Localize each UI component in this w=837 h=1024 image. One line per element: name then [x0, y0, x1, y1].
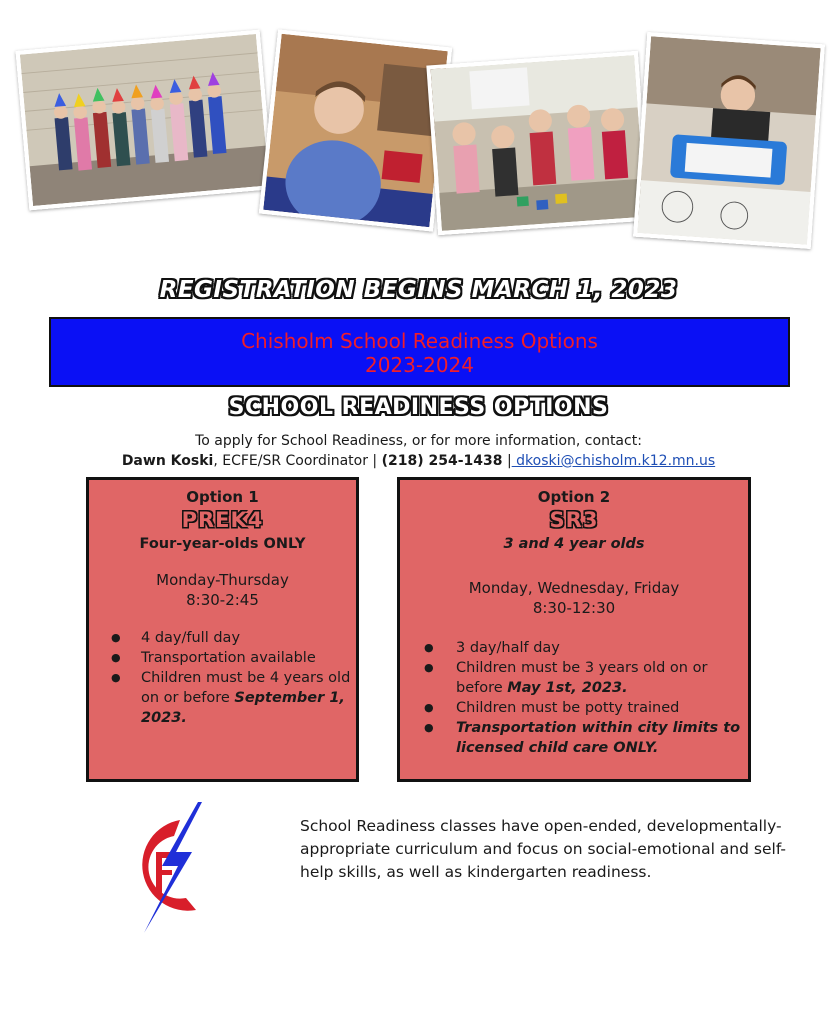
photo-child-painting	[633, 32, 825, 249]
option-number: Option 1	[186, 488, 259, 506]
photo-children-toys	[426, 51, 649, 235]
program-hours: 8:30-12:30	[532, 599, 616, 617]
photo-child-classroom	[259, 29, 452, 231]
list-item: ● Transportation within city limits to licensed child care ONLY.	[400, 718, 748, 758]
contact-separator: |	[502, 453, 512, 469]
program-days: Monday, Wednesday, Friday	[468, 579, 680, 597]
program-days: Monday-Thursday	[156, 571, 289, 589]
option-2-box	[397, 477, 751, 782]
program-schedule	[89, 570, 356, 610]
banner-title: Chisholm School Readiness Options	[241, 329, 598, 353]
list-item: ● Transportation available	[89, 648, 356, 668]
program-name: PREK4	[181, 508, 264, 532]
list-item: ● Children must be 4 years old on or before September 1, 2023.	[89, 668, 356, 728]
contact-phone: (218) 254-1438	[381, 453, 503, 469]
contact-role: , ECFE/SR Coordinator |	[213, 453, 382, 469]
option-2-bullets	[400, 638, 748, 758]
banner-years: 2023-2024	[364, 353, 474, 377]
section-title: SCHOOL READINESS OPTIONS	[228, 395, 609, 420]
title-banner	[49, 317, 790, 387]
list-item: ● 3 day/half day	[400, 638, 748, 658]
photo-group-party-hats	[15, 30, 273, 211]
contact-name: Dawn Koski	[121, 453, 214, 469]
date-emphasis: September 1, 2023.	[141, 690, 345, 726]
option-1-box	[86, 477, 359, 782]
option-number: Option 2	[537, 488, 611, 506]
program-hours: 8:30-2:45	[186, 591, 259, 609]
date-emphasis: May 1st, 2023.	[507, 680, 628, 696]
program-schedule	[400, 578, 748, 618]
registration-headline: REGISTRATION BEGINS MARCH 1, 2023	[159, 277, 678, 303]
contact-email-link[interactable]: dkoski@chisholm.k12.mn.us	[511, 453, 716, 469]
contact-details	[0, 453, 837, 469]
list-item: ● 4 day/full day	[89, 628, 356, 648]
list-item: ● Children must be potty trained	[400, 698, 748, 718]
program-audience: 3 and 4 year olds	[503, 536, 645, 552]
list-item: ● Children must be 3 years old on or before May 1st, 2023.	[400, 658, 748, 698]
contact-intro: To apply for School Readiness, or for more information, contact:	[195, 433, 642, 449]
program-audience: Four-year-olds ONLY	[139, 536, 306, 552]
footer-description: School Readiness classes have open-ended, developmentally-appropriate curriculum and focus on social-emotional and self-help skills, as well as kindergarten readiness.	[300, 817, 787, 881]
chisholm-logo-icon	[118, 800, 213, 935]
option-1-bullets	[89, 628, 356, 728]
program-name: SR3	[549, 508, 599, 532]
